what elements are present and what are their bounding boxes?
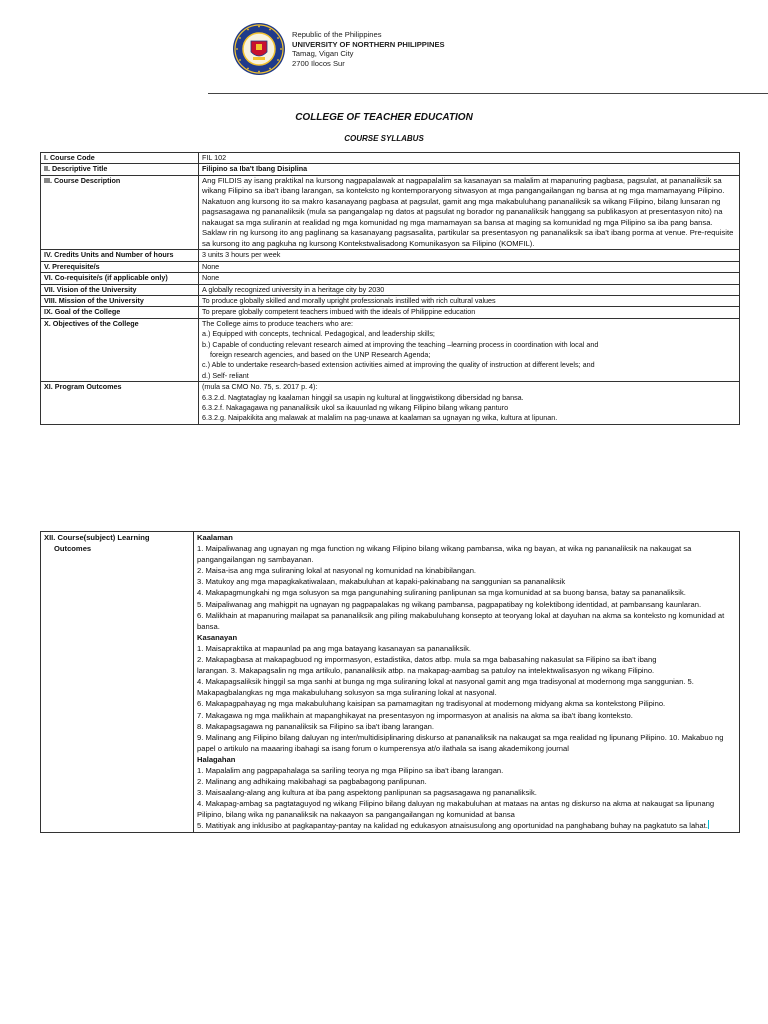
text-cursor bbox=[708, 820, 709, 829]
outcome-list bbox=[197, 532, 736, 832]
table-row bbox=[41, 175, 740, 250]
table-row bbox=[41, 532, 740, 833]
table-row bbox=[41, 153, 740, 164]
program-outcome-line: 6.3.2.g. Naipakikita ang malawak at malalim na pag-unawa at kaalaman sa ugnayan ng wika, kultura at lipunan. bbox=[202, 413, 558, 423]
outcome-item: 4. Makapagsaliksik hinggil sa mga sanhi at bunga ng mga suliraning lokal at nasyonal gamit ang mga tradisyonal at modernong mga sanggunian. 5. Makapagbalangkas ng mga makabuluhang solusyon sa mga suliraning lokal at nasyonal. bbox=[197, 677, 694, 698]
row-value: A globally recognized university in a heritage city by 2030 bbox=[199, 284, 740, 295]
row-value: To prepare globally competent teachers imbued with the ideals of Philippine education bbox=[199, 307, 740, 318]
outcome-heading: Halagahan bbox=[197, 754, 236, 764]
objective-line: The College aims to produce teachers who are: bbox=[202, 318, 354, 328]
row-label: VIII. Mission of the University bbox=[41, 295, 199, 306]
outcome-item: larangan. 3. Makapagsalin ng mga artikulo, pananaliksik atbp. na makapag-aambag sa patuloy na intelektwalisasyon ng wikang Filipino. bbox=[197, 666, 655, 676]
outcome-item: 2. Maisa-isa ang mga suliraning lokal at nasyonal ng komunidad na kinabibilangan. bbox=[197, 566, 477, 576]
row-label: X. Objectives of the College bbox=[41, 318, 199, 381]
syllabus-table bbox=[40, 152, 740, 425]
outcomes-cell bbox=[194, 532, 740, 833]
outcome-item: 2. Makapagbasa at makapagbuod ng impormasyon, estadistika, datos atbp. mula sa mga babasahing nakasulat sa Filipino sa iba't ibang bbox=[197, 655, 657, 665]
table-row bbox=[41, 273, 740, 284]
row-value: To produce globally skilled and morally upright professionals instilled with rich cultural values bbox=[199, 295, 740, 306]
header-divider bbox=[208, 93, 768, 94]
address-line-2: 2700 Ilocos Sur bbox=[292, 58, 345, 68]
row-label: I. Course Code bbox=[41, 153, 199, 164]
outcome-item: 3. Matukoy ang mga mapagkakatiwalaan, makabuluhan at kapaki-pakinabang na sanggunian sa pananaliksik bbox=[197, 577, 566, 587]
objective-line: c.) Able to undertake research-based extension activities aimed at improving the quality of instruction at different levels; and bbox=[202, 360, 595, 370]
program-outcome-line: 6.3.2.f. Nakagagawa ng pananaliksik ukol sa ikauunlad ng wikang Filipino bilang wikang panturo bbox=[202, 403, 509, 412]
row-label: IV. Credits Units and Number of hours bbox=[41, 250, 199, 261]
document-title: COURSE SYLLABUS bbox=[344, 134, 424, 143]
row-label: VII. Vision of the University bbox=[41, 284, 199, 295]
outcome-item: 4. Makapagmungkahi ng mga solusyon sa mga pangunahing suliraning panlipunan sa mga komunidad at sa buong bansa, batay sa pananaliksik. bbox=[197, 588, 686, 598]
learning-outcomes-table bbox=[40, 531, 740, 833]
outcome-item: 9. Malinang ang Filipino bilang daluyan ng inter/multidisiplinaring diskurso at pananaliksik na nakaugat sa mga realidad ng lipunang Pilipino. 10. Makabuo ng papel o artikulo na maaaring ibahagi sa isang forum o kumperensya at/o ilathala sa isang akademikong journal bbox=[197, 732, 724, 753]
outcome-item: 6. Malikhain at mapanuring mailapat sa pananaliksik ang piling makabuluhang konsepto at teoryang lokal at dayuhan na akma sa konteksto ng komunidad at bansa. bbox=[197, 610, 725, 631]
row-label: V. Prerequisite/s bbox=[41, 261, 199, 272]
university-name: UNIVERSITY OF NORTHERN PHILIPPINES bbox=[292, 39, 445, 49]
table-row bbox=[41, 382, 740, 425]
outcome-item: 7. Makagawa ng mga malikhain at mapanghikayat na presentasyon ng impormasyon at analisis na akma sa iba't ibang konteksto. bbox=[197, 710, 633, 720]
outcome-heading: Kaalaman bbox=[197, 533, 233, 542]
table-row bbox=[41, 295, 740, 306]
outcome-item: 5. Matitiyak ang inklusibo at pagkapantay-pantay na kalidad ng edukasyon atnaisusulong ang oportunidad na panghabang buhay na pagkatuto sa lahat. bbox=[197, 821, 708, 831]
row-label: III. Course Description bbox=[41, 175, 199, 250]
objective-line: b.) Capable of conducting relevant research aimed at improving the teaching –learning process in coordination with local and bbox=[202, 339, 599, 349]
address-line-1: Tamag, Vigan City bbox=[292, 49, 354, 59]
outcome-item: 1. Mapalalim ang pagpapahalaga sa sariling teorya ng mga Pilipino sa iba't ibang larangan. bbox=[197, 765, 504, 775]
republic-line: Republic of the Philippines bbox=[292, 30, 382, 39]
objective-line: foreign research agencies, and based on the UNP Research Agenda; bbox=[210, 349, 431, 359]
row-value: 3 units 3 hours per week bbox=[199, 250, 740, 261]
outcome-item: 4. Makapag-ambag sa pagtataguyod ng wikang Filipino bilang daluyan ng makabuluhan at mataas na antas ng diskurso na akma at nakaugat sa lipunang Pilipino, bilang wika ng pananaliksik na nakaayon sa pangangailangan ng komunidad at bansa bbox=[197, 799, 715, 820]
table-row bbox=[41, 261, 740, 272]
table-row bbox=[41, 164, 740, 175]
row-label: XI. Program Outcomes bbox=[41, 382, 199, 425]
row-label: VI. Co-requisite/s (if applicable only) bbox=[41, 273, 199, 284]
outcome-item: 8. Makapagsagawa ng pananaliksik sa Filipino sa iba't ibang larangan. bbox=[197, 721, 435, 731]
outcome-item: 5. Maipaliwanag ang mahigpit na ugnayan ng pagpapalakas ng wikang pambansa, pagpapatibay ng kolektibong identidad, at pambansang kaunlaran. bbox=[197, 599, 702, 609]
outcome-item: 1. Maisapraktika at mapaunlad pa ang mga batayang kasanayan sa pananaliksik. bbox=[197, 643, 471, 653]
college-title: COLLEGE OF TEACHER EDUCATION bbox=[295, 112, 473, 123]
university-header bbox=[292, 30, 445, 68]
table-row bbox=[41, 307, 740, 318]
program-outcomes-cell bbox=[199, 382, 740, 425]
university-seal-logo bbox=[232, 22, 286, 76]
row-label: IX. Goal of the College bbox=[41, 307, 199, 318]
outcome-heading: Kasanayan bbox=[197, 632, 238, 642]
program-outcome-line: 6.3.2.d. Nagtataglay ng kaalaman hinggil sa usapin ng kultural at linggwistikong dibersidad ng bansa. bbox=[202, 392, 524, 402]
table-row bbox=[41, 318, 740, 381]
course-description: Ang FILDIS ay isang praktikal na kursong nagpapalawak at nagpapalalim sa kasanayan sa malalim at mapanuring pagbasa, pagsulat, at pananaliksik sa wikang Filipino sa iba't ibang larangan, sa konteksto ng kontemporaryong sitwasyon at mga pangangailangan ng bansa at ng mga mamamayang Pilipino. Nakatuon ang kursong ito sa makro kasanayang pagbasa at pagsulat, gamit ang mga makabuluhang pananaliksik sa wikang Filipino, bilang lunsaran ng pagsasagawa ng pananaliksik (mula sa pangangalap ng datos at pagsulat ng borador ng pananaliksik hanggang sa publikasyon at presentasyon nito) na nakaugat sa mga suliranin at realidad ng mga komunidad ng mga mamamayan sa bansa at maging sa komunidad ng mga Pilipino sa iba pang bansa. Saklaw rin ng kursong ito ang paglinang sa kasanayang pagsasalita, partikular sa presentasyon ng pananaliksik sa iba't ibang porma at venue. Pre-requisite sa kursong ito ang pagkuha ng kursong Kontekstwalisadong Komunikasyon sa Filipino (KOMFIL). bbox=[199, 175, 740, 250]
objective-line: d.) Self- reliant bbox=[202, 370, 249, 380]
row-value: None bbox=[199, 261, 740, 272]
outcomes-label-line: XII. Course(subject) Learning bbox=[44, 533, 150, 542]
outcome-item: 3. Maisaalang-alang ang kultura at iba pang aspektong panlipunan sa pagsasagawa ng pananaliksik. bbox=[197, 788, 537, 798]
row-label: II. Descriptive Title bbox=[41, 164, 199, 175]
outcome-item: 1. Maipaliwanag ang ugnayan ng mga function ng wikang Filipino bilang wikang pambansa, wika ng bayan, at wika ng pananaliksik na nakaugat sa pangangailangan ng sambayanan. bbox=[197, 544, 692, 565]
objectives-cell bbox=[199, 318, 740, 381]
table-row bbox=[41, 250, 740, 261]
objective-line: a.) Equipped with concepts, technical. Pedagogical, and leadership skills; bbox=[202, 329, 435, 339]
outcome-item: 6. Makapagpahayag ng mga makabuluhang kaisipan sa pamamagitan ng tradisyonal at modernong midyang akma sa kontekstong Pilipino. bbox=[197, 699, 666, 709]
outcomes-label bbox=[41, 532, 194, 833]
outcome-item: 2. Malinang ang adhikaing makibahagi sa pagbabagong panlipunan. bbox=[197, 777, 427, 787]
program-outcome-line: (mula sa CMO No. 75, s. 2017 p. 4): bbox=[202, 382, 318, 392]
table-row bbox=[41, 284, 740, 295]
row-value: FIL 102 bbox=[199, 153, 740, 164]
outcomes-label-line: Outcomes bbox=[54, 544, 92, 554]
row-value: Filipino sa Iba't Ibang Disiplina bbox=[199, 164, 740, 175]
row-value: None bbox=[199, 273, 740, 284]
